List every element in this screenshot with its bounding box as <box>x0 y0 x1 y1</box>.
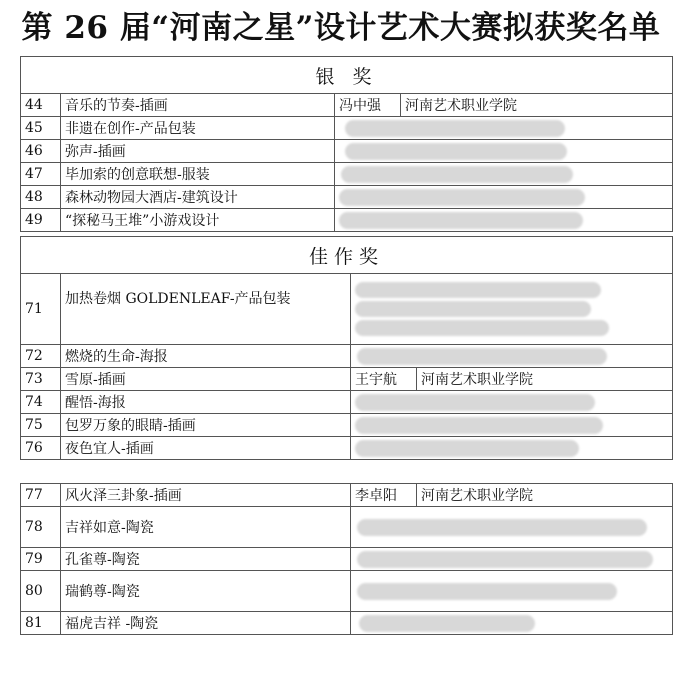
redacted-cell <box>351 571 673 612</box>
redaction-mark <box>355 301 591 317</box>
row-number: 71 <box>21 274 61 345</box>
winner-organization: 河南艺术职业学院 <box>417 484 673 507</box>
row-number: 74 <box>21 391 61 414</box>
work-title: 加热卷烟 GOLDENLEAF-产品包装 <box>61 274 351 345</box>
row-number: 47 <box>21 163 61 186</box>
table-row <box>21 612 673 635</box>
redacted-cell <box>351 345 673 368</box>
redacted-cell <box>351 548 673 571</box>
winner-name: 王宇航 <box>351 368 417 391</box>
row-number: 44 <box>21 94 61 117</box>
row-number: 45 <box>21 117 61 140</box>
redacted-cell <box>351 437 673 460</box>
redaction-mark <box>339 189 585 206</box>
redacted-cell <box>351 414 673 437</box>
redaction-mark <box>357 348 607 365</box>
row-number: 81 <box>21 612 61 635</box>
section-heading-silver: 银 奖 <box>21 57 673 94</box>
redaction-mark <box>339 212 583 229</box>
redaction-mark <box>359 615 535 632</box>
row-number: 49 <box>21 209 61 232</box>
redaction-mark <box>357 519 647 536</box>
winner-name: 李卓阳 <box>351 484 417 507</box>
work-title: 非遗在创作-产品包装 <box>61 117 335 140</box>
row-number: 46 <box>21 140 61 163</box>
work-title: 弥声-插画 <box>61 140 335 163</box>
silver-award-table <box>20 56 673 232</box>
page-title: 第 26 届“河南之星”设计艺术大赛拟获奖名单 <box>21 10 661 46</box>
work-title: 音乐的节奏-插画 <box>61 94 335 117</box>
row-number: 79 <box>21 548 61 571</box>
continued-table <box>20 483 673 635</box>
work-title: 孔雀尊-陶瓷 <box>61 548 351 571</box>
winner-name: 冯中强 <box>335 94 401 117</box>
work-title: 福虎吉祥 -陶瓷 <box>61 612 351 635</box>
redaction-mark <box>355 394 595 411</box>
work-title: 醒悟-海报 <box>61 391 351 414</box>
work-title: “探秘马王堆”小游戏设计 <box>61 209 335 232</box>
row-number: 72 <box>21 345 61 368</box>
redaction-mark <box>341 166 573 183</box>
work-title: 夜色宜人-插画 <box>61 437 351 460</box>
row-number: 80 <box>21 571 61 612</box>
work-title: 雪原-插画 <box>61 368 351 391</box>
table-row <box>21 368 673 391</box>
work-title: 吉祥如意-陶瓷 <box>61 507 351 548</box>
merit-award-table <box>20 236 673 460</box>
redaction-mark <box>355 417 603 434</box>
redacted-cell <box>351 274 673 345</box>
redacted-cell <box>335 163 673 186</box>
redacted-cell <box>335 186 673 209</box>
redacted-cell <box>351 612 673 635</box>
table-row <box>21 507 673 548</box>
work-title: 包罗万象的眼睛-插画 <box>61 414 351 437</box>
redacted-cell <box>335 209 673 232</box>
work-title: 瑞鹤尊-陶瓷 <box>61 571 351 612</box>
table-row <box>21 163 673 186</box>
work-title: 燃烧的生命-海报 <box>61 345 351 368</box>
row-number: 78 <box>21 507 61 548</box>
row-number: 73 <box>21 368 61 391</box>
redaction-mark <box>345 143 567 160</box>
redaction-mark <box>357 583 617 600</box>
table-row <box>21 94 673 117</box>
redaction-mark <box>345 120 565 137</box>
work-title: 毕加索的创意联想-服装 <box>61 163 335 186</box>
redacted-cell <box>351 391 673 414</box>
row-number: 75 <box>21 414 61 437</box>
redaction-mark <box>355 320 609 336</box>
redaction-mark <box>355 282 601 298</box>
table-row <box>21 345 673 368</box>
redacted-cell <box>335 117 673 140</box>
table-row <box>21 117 673 140</box>
table-row <box>21 274 673 345</box>
winner-organization: 河南艺术职业学院 <box>401 94 673 117</box>
redacted-cell <box>351 507 673 548</box>
winner-organization: 河南艺术职业学院 <box>417 368 673 391</box>
table-row <box>21 391 673 414</box>
table-row <box>21 209 673 232</box>
work-title: 森林动物园大酒店-建筑设计 <box>61 186 335 209</box>
row-number: 77 <box>21 484 61 507</box>
table-row <box>21 548 673 571</box>
table-row <box>21 571 673 612</box>
redaction-mark <box>357 551 653 568</box>
table-row <box>21 186 673 209</box>
work-title: 风火泽三卦象-插画 <box>61 484 351 507</box>
table-row <box>21 437 673 460</box>
table-row <box>21 140 673 163</box>
redacted-cell <box>335 140 673 163</box>
row-number: 76 <box>21 437 61 460</box>
redaction-mark <box>355 440 579 457</box>
table-row <box>21 414 673 437</box>
section-heading-merit: 佳作奖 <box>21 237 673 274</box>
row-number: 48 <box>21 186 61 209</box>
table-row <box>21 484 673 507</box>
